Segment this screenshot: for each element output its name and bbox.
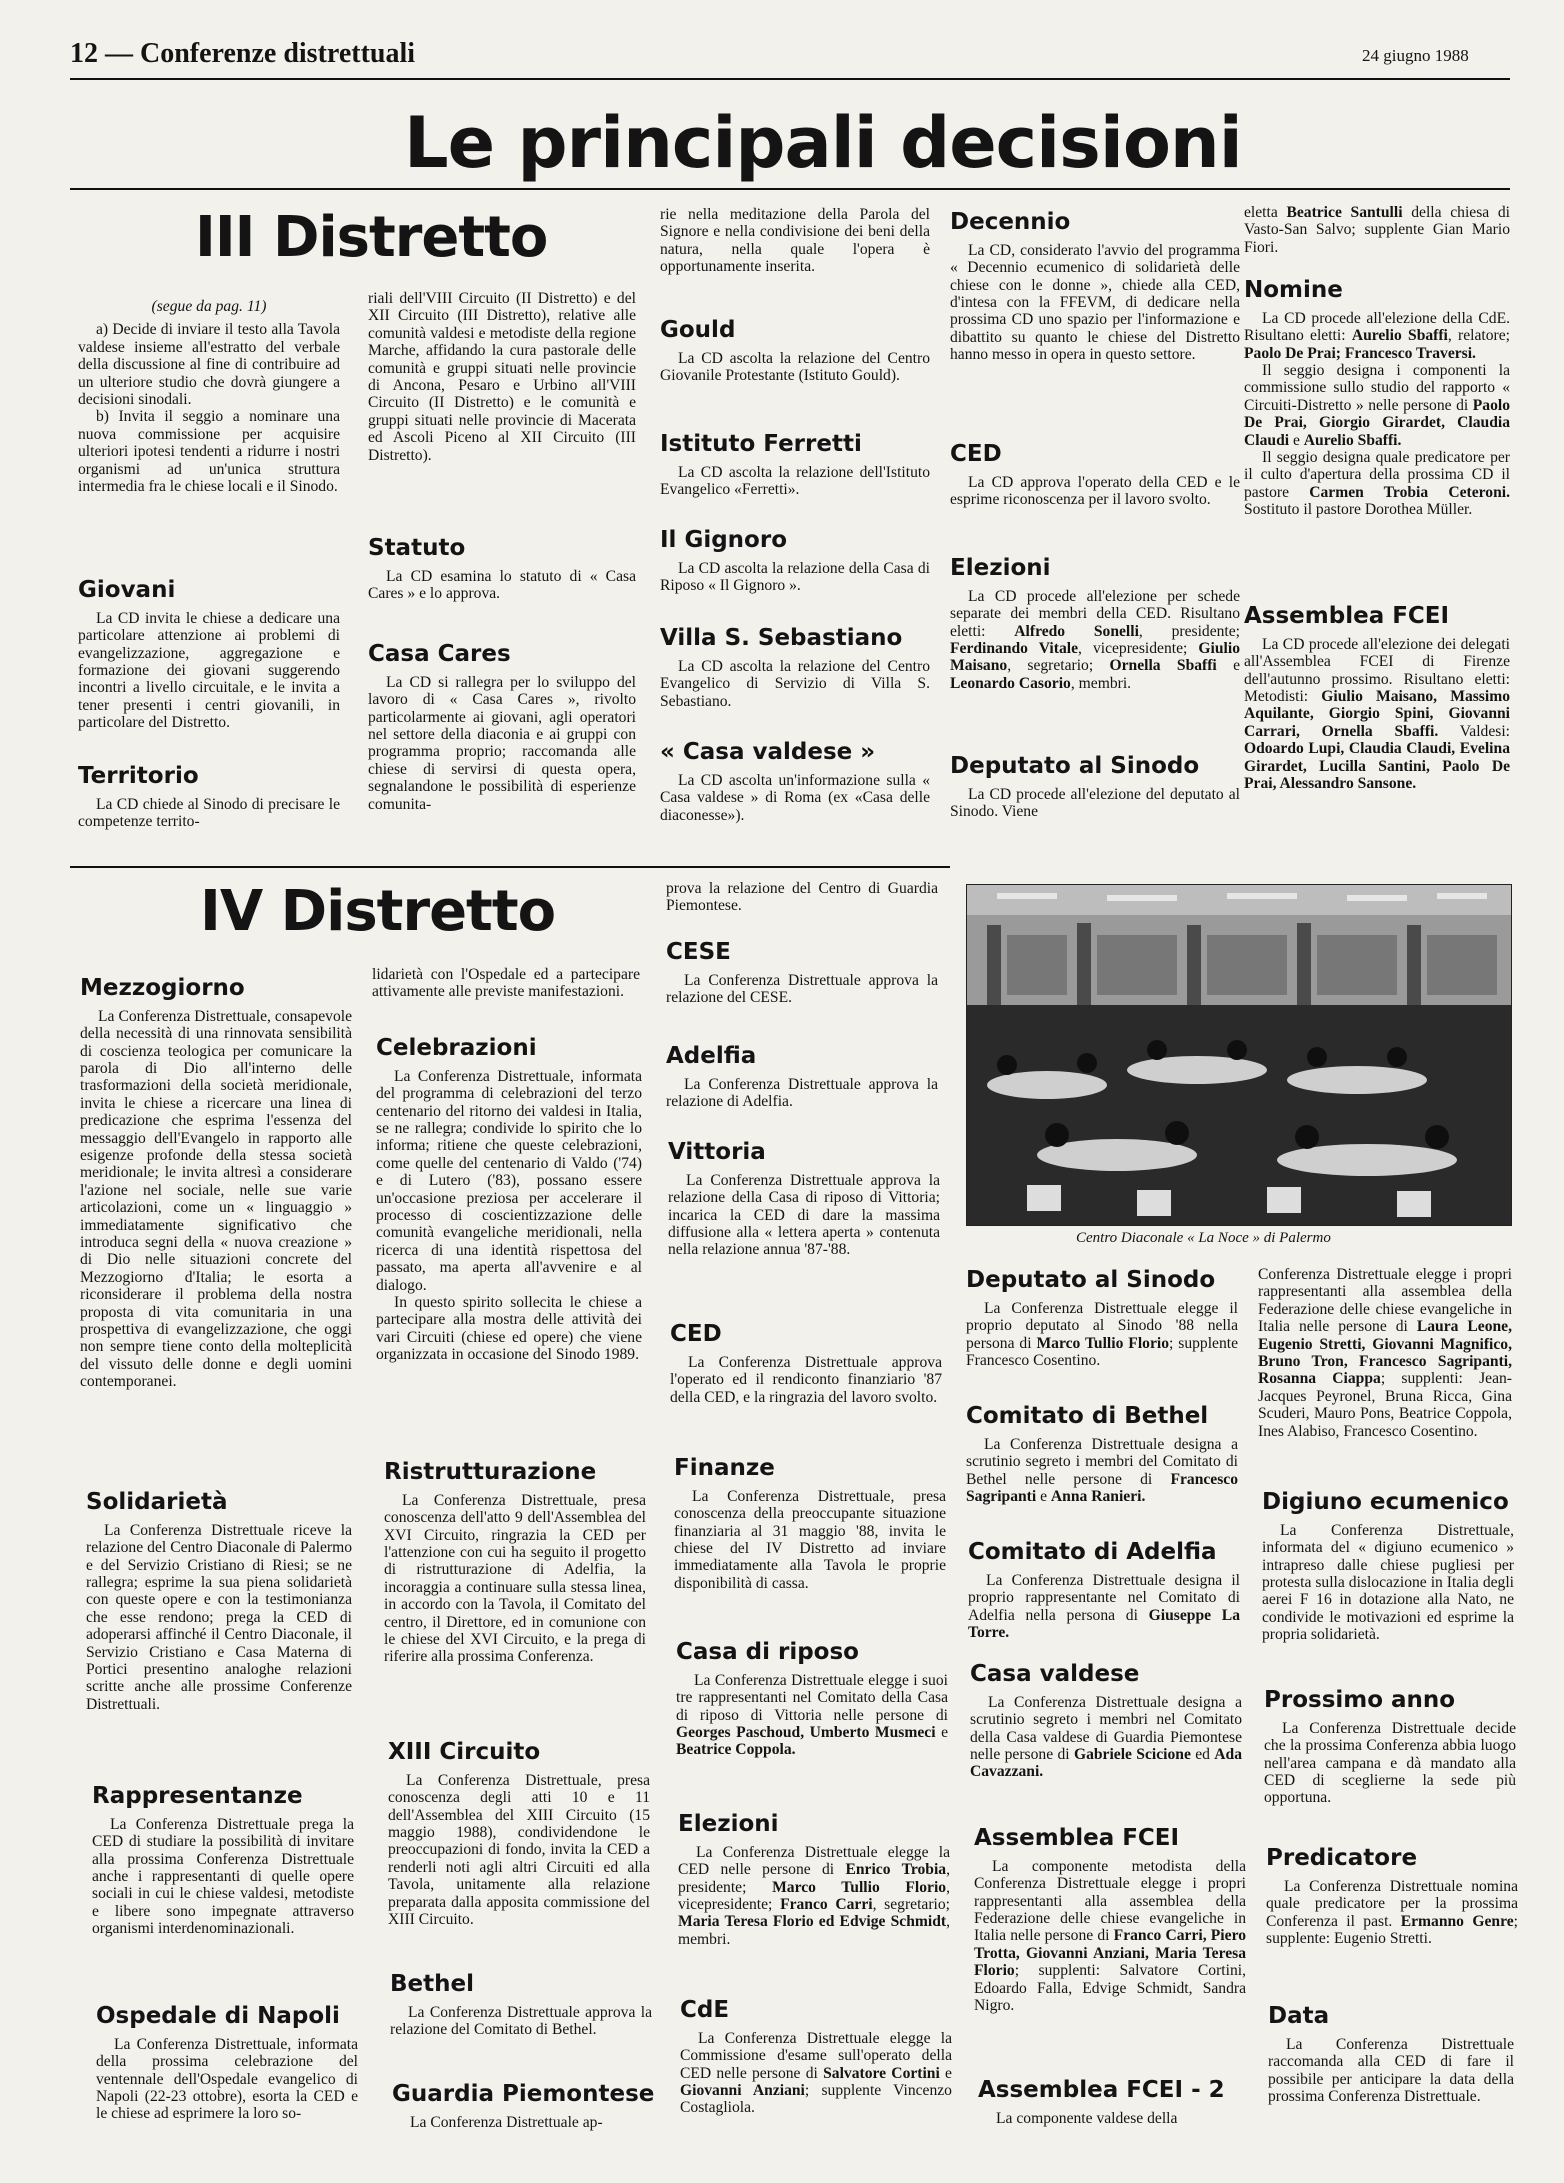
d4-article-ced — [670, 1322, 942, 1462]
d4-elezioni-title: Elezioni — [678, 1812, 779, 1837]
d3-nomine-p1: La CD procede all'elezione della CdE. Risultano eletti: Aurelio Sbaffi, relatore; Paolo De Prai; Francesco Traversi. — [1244, 309, 1510, 362]
d4-prossimo-title: Prossimo anno — [1264, 1688, 1456, 1713]
d4-ospedale-title: Ospedale di Napoli — [96, 2004, 340, 2029]
d3-villa-text: La CD ascolta la relazione del Centro Evangelico di Servizio di Villa S. Sebastiano. — [660, 657, 930, 710]
d4-celebrazioni-p1: La Conferenza Distrettuale, informata del programma di celebrazioni del terzo centenario del ritorno dei valdesi in Italia, se ne rallegra; condivide lo spirito che lo informa; ritiene che queste celebrazioni, come quelle del centenario di Valdo ('74) e di Lutero ('83), possano essere un'occasione preziosa per accelerare il processo di coscientizzazione delle comunità evangeliche meridionali, nella ricerca di una identità rispettosa del passato, ma aperta all'avvenire e al dialogo. — [376, 1067, 642, 1294]
d4-digiuno-title: Digiuno ecumenico — [1262, 1490, 1509, 1515]
d4-article-finanze — [674, 1456, 946, 1634]
d3-article-statuto — [368, 536, 636, 608]
d3-gignoro-text: La CD ascolta la relazione della Casa di Riposo « Il Gignoro ». — [660, 559, 930, 595]
d3-casa-valdese-text: La CD ascolta un'informazione sulla « Casa valdese » di Roma (ex «Casa delle diaconesse»). — [660, 771, 930, 824]
d4-col3-cont-text: prova la relazione del Centro di Guardia Piemontese. — [666, 880, 938, 915]
d3-nomine-title: Nomine — [1244, 278, 1343, 303]
d4-ced-text: La Conferenza Distrettuale approva l'operato ed il rendiconto finanziario '87 della CED, e la ringrazia del lavoro svolto. — [670, 1353, 942, 1406]
d4-casa-valdese-text: La Conferenza Distrettuale designa a scrutinio segreto i membri nel Comitato della Casa valdese di Guardia Piemontese nelle persone di Gabriele Scicione ed Ada Cavazzani. — [970, 1693, 1242, 1781]
section-title-iv-distretto: IV Distretto — [200, 879, 556, 944]
d3-decennio-text: La CD, considerato l'avvio del programma « Decennio ecumenico di solidarietà delle chiese con le donne », chiede alla CED, d'intesa con la FFEVM, di dedicare nella prossima CD uno spazio per l'informazione e dibattito su quanto le chiese del Distretto hanno messo in opera in questo settore. — [950, 241, 1240, 364]
d4-deputato-text: La Conferenza Distrettuale elegge il proprio deputato al Sinodo '88 nella persona di Marco Tullio Florio; supplente Francesco Cosentino. — [966, 1299, 1238, 1369]
photo-centro-diaconale — [966, 884, 1512, 1226]
d3-col2-cont-text: riali dell'VIII Circuito (II Distretto) e del XII Circuito (III Distretto), relative alle comunità valdesi e metodiste della regione Marche, affidando la cura pastorale delle comunità e gruppi situati nelle provincie di Ancona, Pesaro e Urbino all'VIII Circuito (II Distretto) e le comunità e gruppi situati nelle provincie di Macerata ed Ascoli Piceno al XII Circuito (III Distretto). — [368, 290, 636, 464]
d4-casa-valdese-title: Casa valdese — [970, 1662, 1140, 1687]
d3-gould-title: Gould — [660, 318, 736, 343]
d3-article-ferretti — [660, 432, 930, 508]
d3-article-villa — [660, 626, 930, 722]
d4-article-predicatore — [1266, 1846, 1518, 1986]
d3-col2-continuation — [368, 290, 636, 520]
d4-article-solidarieta — [86, 1490, 352, 1760]
d3-article-decennio — [950, 210, 1240, 436]
d4-mezzogiorno-text: La Conferenza Distrettuale, consapevole della necessità di una rinnovata sensibilità di coscienza teologica per comunicare la parola di Dio all'interno delle trasformazioni della società meridionale, invita le chiese a ricercare una linea di predicazione che esprima l'essenza del messaggio dell'Evangelo in rapporto alle esigenze profonde della stessa società meridionale; le invita altresì a considerare l'azione nel sociale, nelle sue varie articolazioni, come un « linguaggio » immediatamente significativo che introduca segni della « nuova creazione » di Dio nelle situazioni concrete del Mezzogiorno d'Italia; le esorta a riconsiderare il problema della nostra proposta di vita comunitaria in una prospettiva di evangelizzazione, che oggi non sempre tiene conto della molteplicità del vissuto delle donne e degli uomini contemporanei. — [80, 1007, 352, 1391]
d3-villa-title: Villa S. Sebastiano — [660, 626, 903, 651]
d4-article-ospedale — [96, 2004, 358, 2164]
d3-casa-cares-text: La CD si rallegra per lo sviluppo del lavoro di « Casa Cares », rivolto particolarmente ai giovani, agli operatori nel settore della diaconia e ai gruppi con programma proprio; raccomanda alle chiese di servirsi di questa opera, segnalandone le possibilità di esperienze comunita- — [368, 673, 636, 813]
d4-solidarieta-title: Solidarietà — [86, 1490, 228, 1515]
segue-note: (segue da pag. 11) — [151, 298, 267, 315]
d3-article-elezioni — [950, 556, 1240, 736]
d4-article-celebrazioni — [376, 1036, 642, 1464]
d3-article-fcei — [1244, 604, 1510, 838]
d3-deputato-text: La CD procede all'elezione del deputato al Sinodo. Viene — [950, 785, 1240, 821]
d4-solidarieta-text: La Conferenza Distrettuale riceve la relazione del Centro Diaconale di Palermo e del Servizio Cristiano di Riesi; se ne rallegra; esprime la sua piena solidarietà con queste opere e con la testimonianza che esse rendono; prega la CED di adoperarsi affinché il Centro Diaconale, il Servizio Cristiano e Casa Materna di Portici presentino analoghe relazioni scritte anche alle prossime Conferenze Distrettuali. — [86, 1521, 352, 1713]
d4-article-elezioni — [678, 1812, 950, 1992]
d4-fcei-text: La componente metodista della Conferenza Distrettuale elegge i propri rappresentanti alla assemblea della Federazione delle chiese evangeliche in Italia nelle persone di Franco Carri, Piero Trotta, Giovanni Anziani, Maria Teresa Florio; supplenti: Salvatore Cortini, Edoardo Falla, Edvige Schmidt, Sandra Nigro. — [974, 1857, 1246, 2014]
d4-col3-continuation — [666, 880, 938, 936]
d4-article-bethel-comitato — [966, 1404, 1238, 1524]
d4-celebrazioni-title: Celebrazioni — [376, 1036, 537, 1061]
d3-gould-text: La CD ascolta la relazione del Centro Giovanile Protestante (Istituto Gould). — [660, 349, 930, 385]
d3-col3-continuation — [660, 206, 930, 296]
d4-article-rappresentanze — [92, 1784, 354, 1984]
d3-article-casa-cares — [368, 642, 636, 838]
d3-intro-point-a: a) Decide di inviare il testo alla Tavola valdese insieme all'estratto del verbale della discussione al fine di contribuire ad un ulteriore studio che dovrà giungere a decisioni sinodali. — [78, 321, 340, 409]
d3-col1-intro — [78, 298, 340, 560]
d4-article-deputato — [966, 1268, 1238, 1408]
d4-rappresentanze-text: La Conferenza Distrettuale prega la CED di studiare la possibilità di invitare alla prossima Conferenza Distrettuale anche i rappresentanti di quelle opere sociali in cui le chiese valdesi, metodiste e libere sono impegnate attraverso organismi interdenominazionali. — [92, 1815, 354, 1938]
d3-deputato-title: Deputato al Sinodo — [950, 754, 1200, 779]
d4-article-guardia — [392, 2082, 656, 2146]
d4-mezzogiorno-title: Mezzogiorno — [80, 976, 245, 1001]
d4-ospedale-text: La Conferenza Distrettuale, informata della prossima celebrazione del ventennale dell'Ospedale evangelico di Napoli (22-23 ottobre), esorta la CED e le chiese ad esprimere la loro so- — [96, 2035, 358, 2123]
d4-prossimo-text: La Conferenza Distrettuale decide che la prossima Conferenza abbia luogo nell'area campana e dà mandato alla CED di sceglierne la sede più opportuna. — [1264, 1719, 1516, 1807]
d4-col5-continuation — [1258, 1266, 1512, 1486]
d4-elezioni-text: La Conferenza Distrettuale elegge la CED nelle persone di Enrico Trobia, presidente; Marco Tullio Florio, vicepresidente; Franco Carri, segretario; Maria Teresa Florio ed Edvige Schmidt, membri. — [678, 1843, 950, 1948]
d4-fcei2-text: La componente valdese della — [996, 2109, 1178, 2127]
d4-article-ristrutturazione — [384, 1460, 646, 1750]
d3-elezioni-text: La CD procede all'elezione per schede separate dei membri della CED. Risultano eletti: Alfredo Sonelli, presidente; Ferdinando Vitale, vicepresidente; Giulio Maisano, segretario; Ornella Sbaffi e Leonardo Casorio, membri. — [950, 587, 1240, 692]
d3-nomine-p2: Il seggio designa i componenti la commissione sullo studio del rapporto « Circuiti-Distretto » nelle persone di Paolo De Prai, Giorgio Girardet, Claudia Claudi e Aurelio Sbaffi. — [1244, 361, 1510, 449]
d4-article-xiii-circuito — [388, 1740, 650, 1966]
d3-elezioni-title: Elezioni — [950, 556, 1051, 581]
d4-article-adelfia — [666, 1044, 938, 1128]
d4-ristrutturazione-title: Ristrutturazione — [384, 1460, 597, 1485]
d3-statuto-text: La CD esamina lo statuto di « Casa Cares » e lo approva. — [368, 567, 636, 603]
d4-article-cde — [680, 1998, 952, 2158]
d3-casa-valdese-title: « Casa valdese » — [660, 740, 876, 765]
d4-article-vittoria — [668, 1140, 940, 1308]
d3-casa-cares-title: Casa Cares — [368, 642, 511, 667]
d4-bethel-text: La Conferenza Distrettuale approva la relazione del Comitato di Bethel. — [390, 2003, 652, 2039]
photo-dining-hall-illustration — [967, 885, 1511, 1225]
d4-bethel-comitato-text: La Conferenza Distrettuale designa a scrutinio segreto i membri del Comitato di Bethel nelle persone di Francesco Sagripanti e Anna Ranieri. — [966, 1435, 1238, 1505]
d4-col2-cont-text: lidarietà con l'Ospedale ed a partecipare attivamente alle previste manifestazioni. — [372, 966, 640, 1001]
d3-col5-cont-text: eletta Beatrice Santulli della chiesa di Vasto-San Salvo; supplente Gian Mario Fiori. — [1244, 204, 1510, 256]
d4-adelfia-title: Adelfia — [666, 1044, 757, 1069]
d4-ristrutturazione-text: La Conferenza Distrettuale, presa conoscenza dell'atto 9 dell'Assemblea del XVI Circuito, ringrazia la CED per l'attenzione con cui ha seguito il progetto di ristrutturazione di Adelfia, la incoraggia a continuare sulla stessa linea, in accordo con la Tavola, il Comitato del centro, il Direttore, ed in comunione con le chiese del XVI Circuito, e la prega di riferire alla prossima Conferenza. — [384, 1491, 646, 1666]
d4-article-digiuno — [1262, 1490, 1514, 1680]
d3-col5-continuation — [1244, 204, 1510, 266]
d3-article-gignoro — [660, 528, 930, 604]
d3-decennio-title: Decennio — [950, 210, 1071, 235]
d4-article-casa-riposo — [676, 1640, 948, 1812]
d3-giovani-title: Giovani — [78, 578, 176, 603]
d4-vittoria-title: Vittoria — [668, 1140, 766, 1165]
title-rule — [70, 188, 1510, 190]
d4-article-prossimo — [1264, 1688, 1516, 1838]
d4-deputato-title: Deputato al Sinodo — [966, 1268, 1216, 1293]
d4-predicatore-text: La Conferenza Distrettuale nomina quale predicatore per la prossima Conferenza il past. Ermanno Genre; supplente: Eugenio Stretti. — [1266, 1877, 1518, 1947]
issue-date: 24 giugno 1988 — [1362, 46, 1469, 65]
d3-article-deputato — [950, 754, 1240, 836]
header-separator: — — [105, 38, 133, 69]
d4-data-title: Data — [1268, 2004, 1330, 2029]
d4-adelfia-comitato-text: La Conferenza Distrettuale designa il proprio rappresentante nel Comitato di Adelfia nella persona di Giuseppe La Torre. — [968, 1571, 1240, 1641]
d4-fcei2-title: Assemblea FCEI - 2 — [978, 2078, 1225, 2103]
d3-intro-point-b: b) Invita il seggio a nominare una nuova commissione per acquisire ulteriori ipotesi tendenti a ridurre i nostri organismi ad un'unica struttura intermedia fra le chiese locali e il Sinodo. — [78, 408, 340, 496]
d3-ferretti-text: La CD ascolta la relazione dell'Istituto Evangelico «Ferretti». — [660, 463, 930, 499]
d4-col2-continuation — [372, 966, 640, 1022]
d4-finanze-text: La Conferenza Distrettuale, presa conoscenza della preoccupante situazione finanziaria al 31 maggio '88, invita le chiese del IV Distretto ad inviare immediatamente alla Tavola le proprie disponibilità di cassa. — [674, 1487, 946, 1592]
d4-article-mezzogiorno — [80, 976, 352, 1466]
photo-caption: Centro Diaconale « La Noce » di Palermo — [1076, 1230, 1331, 1246]
d4-guardia-text: La Conferenza Distrettuale ap- — [410, 2113, 603, 2131]
section-name: Conferenze distrettuali — [140, 38, 416, 69]
d3-article-casa-valdese — [660, 740, 930, 836]
d3-article-ced — [950, 442, 1240, 542]
d4-casa-riposo-title: Casa di riposo — [676, 1640, 859, 1665]
d4-celebrazioni-p2: In questo spirito sollecita le chiese a partecipare alla mostra delle attività dei vari Circuiti (chiese ed opere) che viene organizzata in occasione del Sinodo 1989. — [376, 1294, 642, 1364]
d3-giovani-text: La CD invita le chiese a dedicare una particolare attenzione ai problemi di evangelizzazione, aggregazione e formazione dei giovani suggerendo incontri a livello circuitale, e le invita a tener presenti i centri giovanili, in particolare del Distretto. — [78, 609, 340, 732]
d4-col5-cont-text: Conferenza Distrettuale elegge i propri rappresentanti alla assemblea della Federazione delle chiese evangeliche in Italia nelle persone di Laura Leone, Eugenio Stretti, Giovanni Magnifico, Bruno Tron, Francesco Sagripanti, Rosanna Ciappa; supplenti: Jean-Jacques Peyronel, Bruna Ricca, Gina Scuderi, Mauro Pons, Beatrice Coppola, Ines Alabiso, Francesco Cosentino. — [1258, 1266, 1512, 1440]
d3-ced-text: La CD approva l'operato della CED e le esprime riconoscenza per il lavoro svolto. — [950, 473, 1240, 509]
d4-article-bethel — [390, 1972, 652, 2062]
d3-territorio-title: Territorio — [78, 764, 199, 789]
d3-ferretti-title: Istituto Ferretti — [660, 432, 862, 457]
d4-predicatore-title: Predicatore — [1266, 1846, 1418, 1871]
d4-adelfia-comitato-title: Comitato di Adelfia — [968, 1540, 1217, 1565]
main-title: Le principali decisioni — [404, 102, 1242, 184]
d4-rappresentanze-title: Rappresentanze — [92, 1784, 303, 1809]
d4-cde-title: CdE — [680, 1998, 730, 2023]
d4-casa-riposo-text: La Conferenza Distrettuale elegge i suoi tre rappresentanti nel Comitato della Casa di riposo di Vittoria nelle persone di Georges Paschoud, Umberto Musmeci e Beatrice Coppola. — [676, 1671, 948, 1759]
d4-bethel-comitato-title: Comitato di Bethel — [966, 1404, 1209, 1429]
d4-adelfia-text: La Conferenza Distrettuale approva la relazione di Adelfia. — [666, 1075, 938, 1111]
d4-cese-title: CESE — [666, 940, 731, 965]
d4-article-cese — [666, 940, 938, 1024]
d4-guardia-title: Guardia Piemontese — [392, 2082, 655, 2107]
d4-article-fcei — [974, 1826, 1246, 2074]
page-number: 12 — [70, 38, 98, 69]
running-header — [70, 38, 415, 70]
d3-article-giovani — [78, 578, 340, 754]
d4-digiuno-text: La Conferenza Distrettuale, informata del « digiuno ecumenico » intrapreso dalle chiese pugliesi per protesta sulla dislocazione in Italia degli aerei F 16 in dotazione alla Nato, ne condivide le motivazioni ed esprime la propria solidarietà. — [1262, 1521, 1514, 1644]
d4-cde-text: La Conferenza Distrettuale elegge la Commissione d'esame sull'operato della CED nelle persone di Salvatore Cortini e Giovanni Anziani; supplente Vincenzo Costagliola. — [680, 2029, 952, 2117]
d4-article-data — [1268, 2004, 1514, 2154]
d4-article-fcei-2 — [978, 2078, 1250, 2140]
d3-article-gould — [660, 318, 930, 414]
d3-article-territorio — [78, 764, 340, 836]
d4-finanze-title: Finanze — [674, 1456, 775, 1481]
section-title-iii-distretto: III Distretto — [195, 205, 548, 270]
d4-ced-title: CED — [670, 1322, 722, 1347]
d4-cese-text: La Conferenza Distrettuale approva la relazione del CESE. — [666, 971, 938, 1007]
d3-statuto-title: Statuto — [368, 536, 466, 561]
d4-fcei-title: Assemblea FCEI — [974, 1826, 1180, 1851]
d4-data-text: La Conferenza Distrettuale raccomanda alla CED di fare il possibile per anticipare la data della prossima Conferenza Distrettuale. — [1268, 2035, 1514, 2105]
district-divider-rule — [70, 866, 950, 868]
d4-bethel-title: Bethel — [390, 1972, 474, 1997]
d3-col3-cont-text: rie nella meditazione della Parola del Signore e nella condivisione dei beni della natura, nella quale l'opera è opportunamente inserita. — [660, 206, 930, 276]
d4-article-adelfia-comitato — [968, 1540, 1240, 1650]
d3-nomine-p3: Il seggio designa quale predicatore per il culto d'apertura della prossima CD il pastore Carmen Trobia Ceteroni. Sostituto il pastore Dorothea Müller. — [1244, 449, 1510, 519]
d4-xiii-text: La Conferenza Distrettuale, presa conoscenza degli atti 10 e 11 dell'Assemblea del XIII Circuito (15 maggio 1988), condividendone le preoccupazioni di fondo, invita la CED a renderli noti agli altri Circuiti ed alla Tavola, unitamente alla relazione preparata dalla apposita commissione del XIII Circuito. — [388, 1771, 650, 1928]
d4-xiii-title: XIII Circuito — [388, 1740, 541, 1765]
d3-article-nomine — [1244, 278, 1510, 596]
d3-gignoro-title: Il Gignoro — [660, 528, 787, 553]
header-rule — [70, 78, 1510, 80]
d4-article-casa-valdese — [970, 1662, 1242, 1812]
d3-territorio-text: La CD chiede al Sinodo di precisare le competenze territo- — [78, 795, 340, 831]
d4-vittoria-text: La Conferenza Distrettuale approva la relazione della Casa di riposo di Vittoria; incarica la CED di dare la massima diffusione alla « lettera aperta » contenuta nella relazione annua '87-'88. — [668, 1171, 940, 1259]
d3-fcei-text: La CD procede all'elezione dei delegati all'Assemblea FCEI di Firenze dell'autunno prossimo. Risultano eletti: Metodisti: Giulio Maisano, Massimo Aquilante, Giorgio Spini, Giovanni Carrari, Ornella Sbaffi. Valdesi: Odoardo Lupi, Claudia Claudi, Evelina Girardet, Lucilla Santini, Paolo De Prai, Alessandro Sansone. — [1244, 635, 1510, 792]
d3-ced-title: CED — [950, 442, 1002, 467]
d3-fcei-title: Assemblea FCEI — [1244, 604, 1450, 629]
